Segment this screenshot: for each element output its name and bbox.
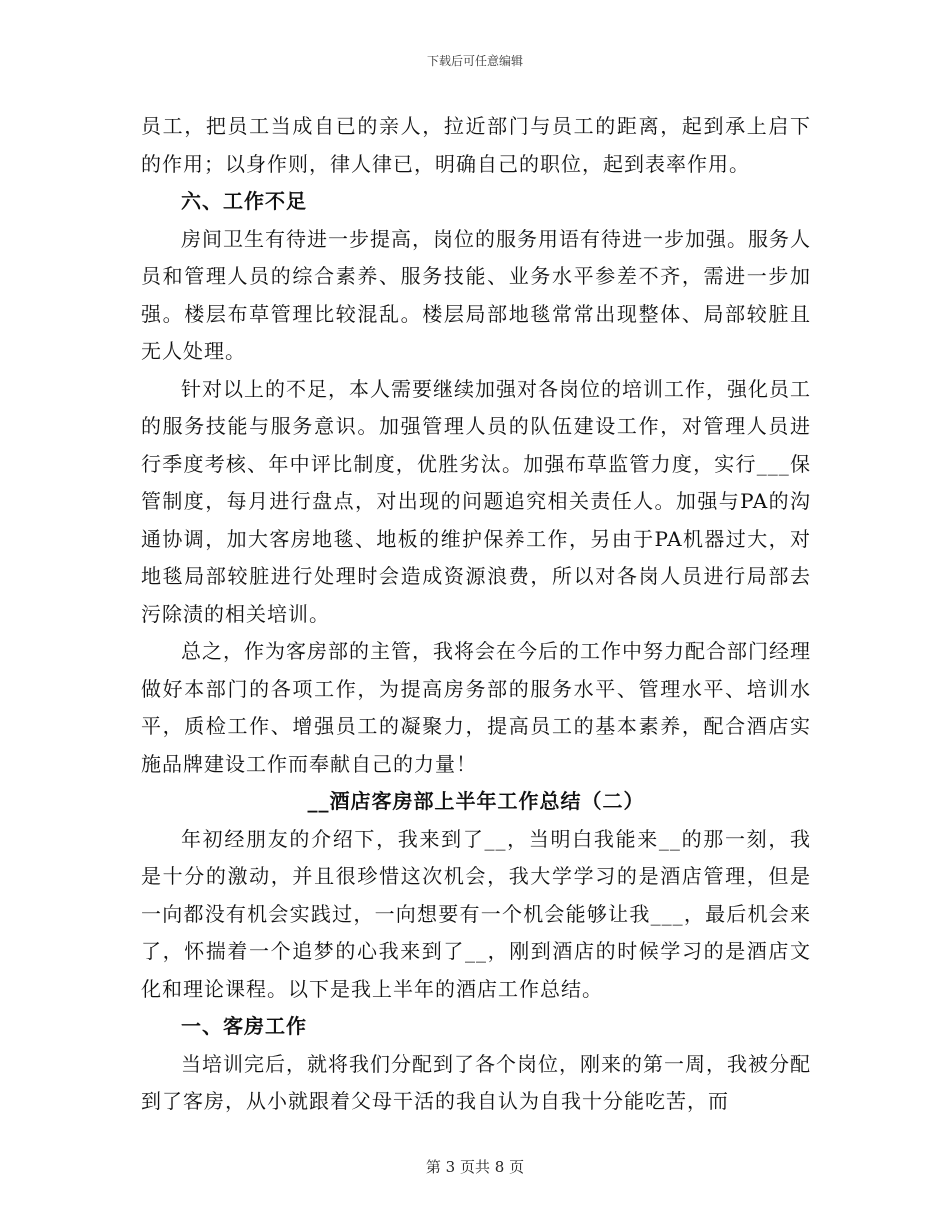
paragraph-room-work: 当培训完后，就将我们分配到了各个岗位，刚来的第一周，我被分配到了客房，从小就跟着父母干活的我自认为自我十分能吃苦，而 — [141, 1051, 811, 1113]
paragraph-continuation: 员工，把员工当成自已的亲人，拉近部门与员工的距离，起到承上启下的作用；以身作则，律人律已，明确自己的职位，起到表率作用。 — [141, 114, 811, 176]
section-heading-work-shortcomings: 六、工作不足 — [181, 189, 307, 213]
page-header: 下载后可任意编辑 — [426, 54, 523, 68]
paragraph-introduction: 年初经朋友的介绍下，我来到了__，当明白我能来__的那一刻，我是十分的激动，并且很珍惜这次机会，我大学学习的是酒店管理，但是一向都没有机会实践过，一向想要有一个机会能够让我___，最后机会来了，怀揣着一个追梦的心我来到了__，刚到酒店的时候学习的是酒店文化和理论课程。以下是我上半年的酒店工作总结。 — [141, 826, 811, 1001]
paragraph-improvements: 针对以上的不足，本人需要继续加强对各岗位的培训工作，强化员工的服务技能与服务意识。加强管理人员的队伍建设工作，对管理人员进行季度考核、年中评比制度，优胜劣汰。加强布草监管力度，实行___保管制度，每月进行盘点，对出现的问题追究相关责任人。加强与PA的沟通协调，加大客房地毯、地板的维护保养工作，另由于PA机器过大，对地毯局部较脏进行处理时会造成资源浪费，所以对各岗人员进行局部去污除渍的相关培训。 — [141, 376, 811, 626]
document-title: __酒店客房部上半年工作总结（二） — [307, 789, 645, 813]
section-heading-room-work: 一、客房工作 — [181, 1014, 307, 1038]
paragraph-shortcomings: 房间卫生有待进一步提高，岗位的服务用语有待进一步加强。服务人员和管理人员的综合素养、服务技能、业务水平参差不齐，需进一步加强。楼层布草管理比较混乱。楼层局部地毯常常出现整体、局部较脏且无人处理。 — [141, 226, 811, 363]
document-body — [141, 108, 811, 1121]
page-number: 第 3 页共 8 页 — [425, 1158, 525, 1176]
paragraph-conclusion: 总之，作为客房部的主管，我将会在今后的工作中努力配合部门经理做好本部门的各项工作，为提高房务部的服务水平、管理水平、培训水平，质检工作、增强员工的凝聚力，提高员工的基本素养，配合酒店实施品牌建设工作而奉献自己的力量！ — [141, 639, 811, 776]
